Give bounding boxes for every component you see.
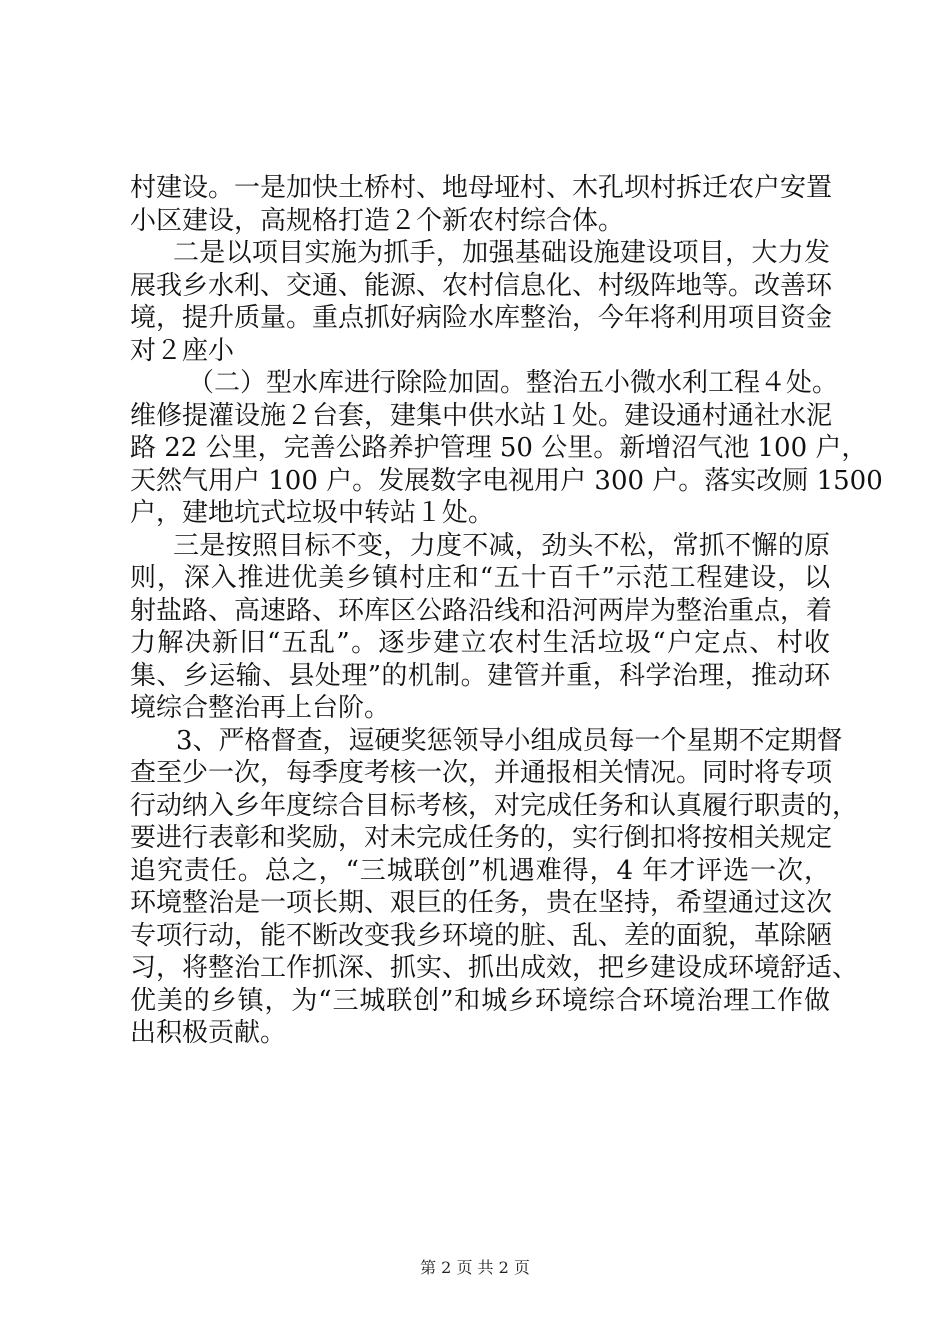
- page-number-footer: 第 2 页 共 2 页: [420, 1258, 530, 1277]
- text-line: （二）型水库进行除险加固。整治五小微水利工程４处。: [188, 368, 839, 398]
- text-line: 展我乡水利、交通、能源、农村信息化、村级阵地等。改善环: [130, 270, 833, 301]
- text-line: 天然气用户 100 户。发展数字电视用户 300 户。落实改厕 1500: [130, 465, 883, 496]
- text-line: 二是以项目实施为抓手，加强基础设施建设项目，大力发: [173, 238, 830, 268]
- text-line: 行动纳入乡年度综合目标考核，对完成任务和认真履行职责的，: [130, 790, 859, 821]
- text-line: 追究责任。总之，“三城联创”机遇难得，4 年才评选一次，: [130, 855, 830, 886]
- text-line: 出积极贡献。: [130, 1018, 287, 1048]
- text-line: 专项行动，能不断改变我乡环境的脏、乱、差的面貌，革除陋: [130, 920, 833, 951]
- text-line: 境，提升质量。重点抓好病险水库整治，今年将利用项目资金: [130, 303, 833, 333]
- text-line: 集、乡运输、县处理”的机制。建管并重，科学治理，推动环: [130, 660, 830, 691]
- text-line: 三是按照目标不变，力度不减，劲头不松，常抓不懈的原: [173, 530, 830, 561]
- text-line: 要进行表彰和奖励，对未完成任务的，实行倒扣将按相关规定: [130, 823, 833, 853]
- text-line: 对２座小: [130, 335, 235, 366]
- text-line: 则，深入推进优美乡镇村庄和“五十百千”示范工程建设，以: [130, 563, 830, 593]
- text-line: 维修提灌设施２台套，建集中供水站１处。建设通村通社水泥: [130, 400, 833, 431]
- text-line: 境综合整治再上台阶。: [130, 693, 391, 723]
- text-line: 路 22 公里，完善公路养护管理 50 公里。新增沼气池 100 户，: [130, 433, 868, 463]
- text-line: 优美的乡镇，为“三城联创”和城乡环境综合环境治理工作做: [130, 985, 830, 1016]
- text-line: 力解决新旧“五乱”。逐步建立农村生活垃圾“户定点、村收: [130, 628, 830, 658]
- document-body: [130, 172, 883, 1050]
- text-line: 小区建设，高规格打造２个新农村综合体。: [130, 205, 625, 236]
- text-line: 查至少一次，每季度考核一次，并通报相关情况。同时将专项: [130, 758, 833, 788]
- text-line: 户，建地坑式垃圾中转站１处。: [130, 498, 495, 528]
- text-line: 环境整治是一项长期、艰巨的任务，贵在坚持，希望通过这次: [130, 888, 833, 918]
- text-line: 射盐路、高速路、环库区公路沿线和沿河两岸为整治重点，着: [130, 595, 833, 626]
- text-line: 村建设。一是加快土桥村、地母垭村、木孔坝村拆迁农户安置: [130, 173, 833, 203]
- text-line: 习，将整治工作抓深、抓实、抓出成效，把乡建设成环境舒适、: [130, 953, 859, 983]
- text-line: 3、严格督查，逗硬奖惩领导小组成员每一个星期不定期督: [176, 725, 843, 756]
